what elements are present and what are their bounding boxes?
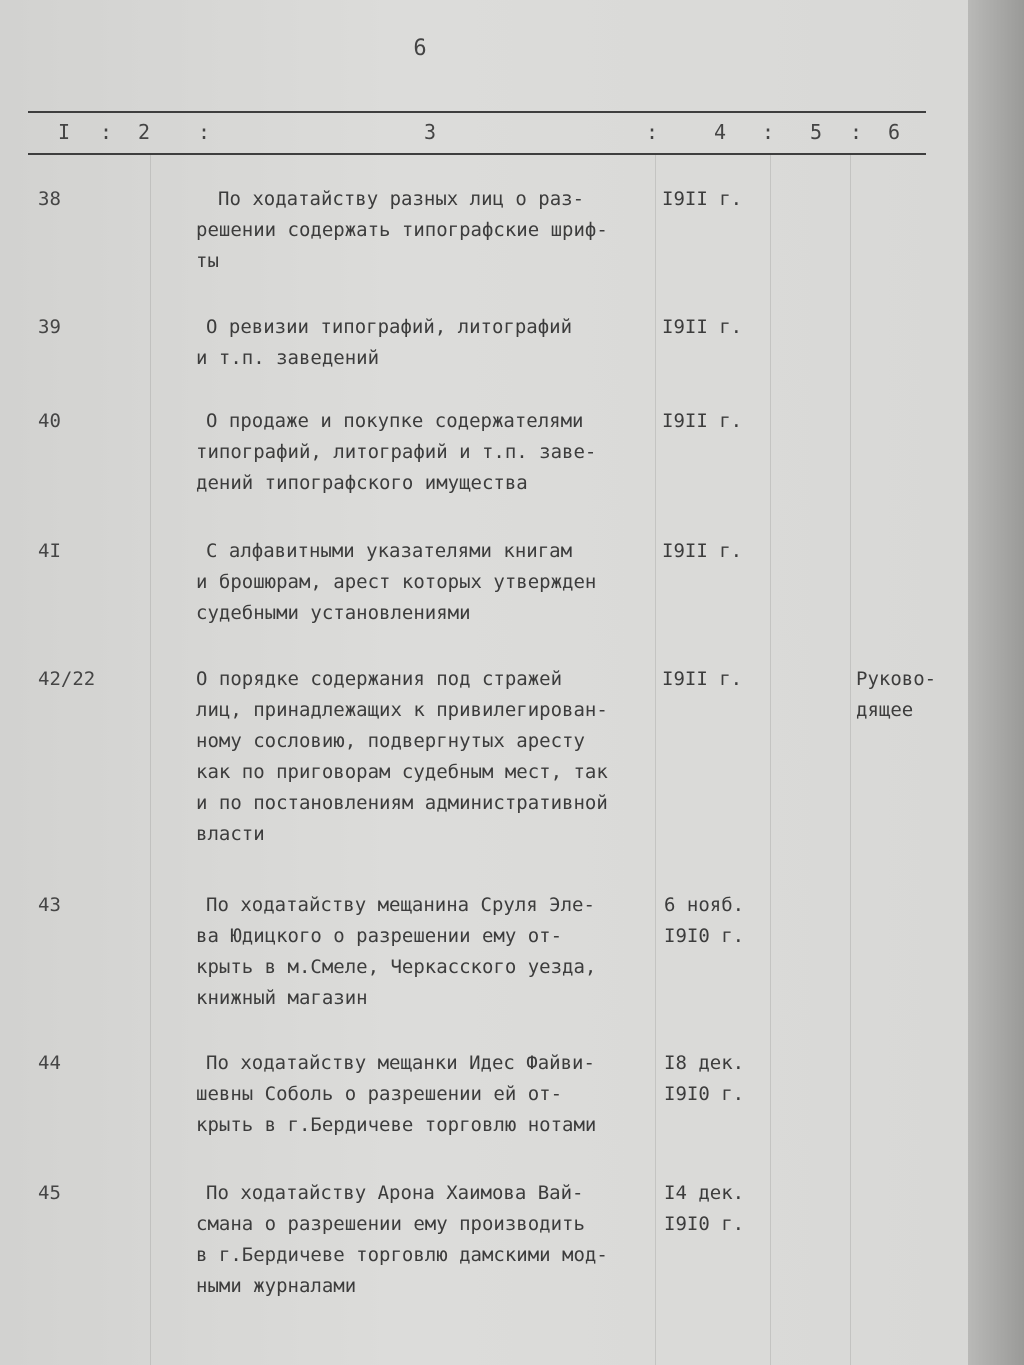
header-separator: : xyxy=(762,120,775,144)
entry-date xyxy=(664,1178,774,1240)
date-line: I9II г. xyxy=(662,188,743,210)
entry-date xyxy=(662,536,772,567)
entry-number: 4I xyxy=(38,540,61,562)
entry-note xyxy=(856,664,956,726)
entry-number: 40 xyxy=(38,410,61,432)
description-line: решении содержать типографские шриф- xyxy=(196,219,608,241)
description-line: судебными установлениями xyxy=(196,602,471,624)
table-header-bottom-rule xyxy=(28,153,926,155)
column-divider xyxy=(850,155,851,1365)
description-line: О ревизии типографий, литографий xyxy=(206,316,573,338)
description-line: О порядке содержания под стражей xyxy=(196,668,563,690)
date-line: I9II г. xyxy=(662,410,743,432)
header-col-4: 4 xyxy=(714,120,727,144)
header-col-5: 5 xyxy=(810,120,823,144)
entry-date xyxy=(662,312,772,343)
header-separator: : xyxy=(198,120,211,144)
header-col-6: 6 xyxy=(888,120,901,144)
description-line: как по приговорам судебным мест, так xyxy=(196,761,608,783)
description-line: дений типографского имущества xyxy=(196,472,528,494)
entry-description xyxy=(196,1178,666,1302)
entry-description xyxy=(196,890,666,1014)
description-line: ному сословию, подвергнутых аресту xyxy=(196,730,585,752)
entry-number: 43 xyxy=(38,894,61,916)
description-line: в г.Бердичеве торговлю дамскими мод- xyxy=(196,1244,608,1266)
description-line: шевны Соболь о разрешении ей от- xyxy=(196,1083,563,1105)
description-line: и брошюрам, арест которых утвержден xyxy=(196,571,597,593)
entry-date xyxy=(662,406,772,437)
table-header-row xyxy=(28,114,926,152)
description-line: власти xyxy=(196,823,265,845)
date-line: I9II г. xyxy=(662,668,743,690)
entry-number: 45 xyxy=(38,1182,61,1204)
page-edge-shadow xyxy=(968,0,1024,1365)
header-separator: : xyxy=(850,120,863,144)
description-line: типографий, литографий и т.п. заве- xyxy=(196,441,597,463)
date-line: I9I0 г. xyxy=(664,925,745,947)
header-separator: : xyxy=(646,120,659,144)
date-line: I9I0 г. xyxy=(664,1083,745,1105)
header-col-1: I xyxy=(58,120,71,144)
page-number: 6 xyxy=(413,36,427,61)
entry-date xyxy=(664,1048,774,1110)
entry-description xyxy=(196,536,666,629)
column-divider xyxy=(150,155,151,1365)
description-line: ты xyxy=(196,250,219,272)
entry-date xyxy=(664,890,774,952)
date-line: I4 дек. xyxy=(664,1182,745,1204)
date-line: I9II г. xyxy=(662,540,743,562)
date-line: I8 дек. xyxy=(664,1052,745,1074)
note-line: Руково- xyxy=(856,668,937,690)
description-line: лиц, принадлежащих к привилегирован- xyxy=(196,699,608,721)
entry-description xyxy=(196,406,666,499)
entry-description xyxy=(196,312,666,374)
entry-number: 44 xyxy=(38,1052,61,1074)
description-line: ва Юдицкого о разрешении ему от- xyxy=(196,925,563,947)
date-line: I9I0 г. xyxy=(664,1213,745,1235)
description-line: По ходатайству мещанина Сруля Эле- xyxy=(206,894,595,916)
entry-number: 42/22 xyxy=(38,668,96,690)
note-line: дящее xyxy=(856,699,914,721)
date-line: 6 нояб. xyxy=(664,894,745,916)
description-line: смана о разрешении ему производить xyxy=(196,1213,585,1235)
description-line: книжный магазин xyxy=(196,987,368,1009)
description-line: С алфавитными указателями книгам xyxy=(206,540,573,562)
description-line: крыть в г.Бердичеве торговлю нотами xyxy=(196,1114,597,1136)
header-separator: : xyxy=(100,120,113,144)
table-header-top-rule xyxy=(28,111,926,113)
description-line: О продаже и покупке содержателями xyxy=(206,410,584,432)
description-line: По ходатайству мещанки Идес Файви- xyxy=(206,1052,595,1074)
entry-description xyxy=(196,184,666,277)
entry-date xyxy=(662,664,772,695)
header-col-2: 2 xyxy=(138,120,151,144)
header-col-3: 3 xyxy=(424,120,437,144)
entry-number: 38 xyxy=(38,188,61,210)
entry-date xyxy=(662,184,772,215)
description-line: крыть в м.Смеле, Черкасского уезда, xyxy=(196,956,597,978)
description-line: По ходатайству Арона Хаимова Вай- xyxy=(206,1182,584,1204)
description-line: ными журналами xyxy=(196,1275,357,1297)
entry-description xyxy=(196,1048,666,1141)
entry-number: 39 xyxy=(38,316,61,338)
date-line: I9II г. xyxy=(662,316,743,338)
entry-description xyxy=(196,664,666,850)
description-line: и т.п. заведений xyxy=(196,347,380,369)
description-line: и по постановлениям административной xyxy=(196,792,608,814)
description-line: По ходатайству разных лиц о раз- xyxy=(218,188,585,210)
